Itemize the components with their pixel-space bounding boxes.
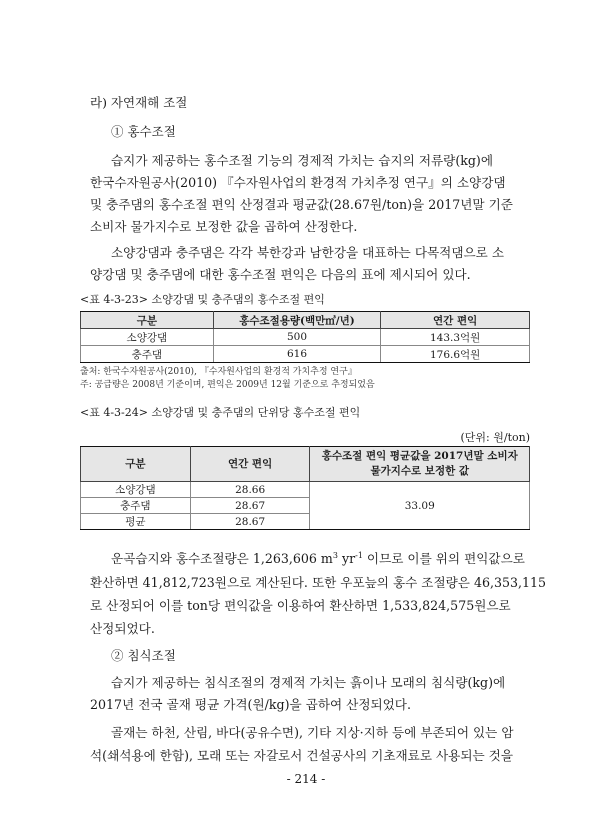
table2-header: 구분 bbox=[81, 447, 191, 482]
para1-line: 습지가 제공하는 홍수조절 기능의 경제적 가치는 습지의 저류량(kg)에 bbox=[111, 153, 494, 168]
superscript: 3 bbox=[332, 550, 338, 560]
flood-benefit-table bbox=[80, 311, 530, 363]
table2-header: 연간 편익 bbox=[190, 447, 310, 482]
para4-line: 습지가 제공하는 침식조절의 경제적 가치는 흙이나 모래의 침식량(kg)에 bbox=[111, 675, 506, 690]
subsection-heading-erosion: ② 침식조절 bbox=[111, 648, 176, 663]
para3-text: yr bbox=[337, 551, 356, 566]
superscript: -1 bbox=[355, 550, 363, 560]
section-heading: 라) 자연재해 조절 bbox=[90, 95, 188, 110]
table2-cell: 충주댐 bbox=[81, 498, 191, 514]
table1-cell: 500 bbox=[213, 329, 381, 346]
table1-note: 주: 공급량은 2008년 기준이며, 편익은 2009년 12월 기준으로 추정되었음 bbox=[80, 380, 375, 390]
para1-line: 및 충주댐의 홍수조절 편익 산정결과 평균값(28.67원/ton)을 2017년말 기준 bbox=[90, 197, 513, 212]
para2-line: 소양강댐과 충주댐은 각각 북한강과 남한강을 대표하는 다목적댐으로 소 bbox=[111, 245, 504, 260]
table1-header: 구분 bbox=[81, 312, 214, 329]
para2-line: 양강댐 및 충주댐에 대한 홍수조절 편익은 다음의 표에 제시되어 있다. bbox=[90, 267, 471, 282]
para3-line: 산정되었다. bbox=[90, 621, 155, 636]
para5-line: 골재는 하천, 산림, 바다(공유수면), 기타 지상·지하 등에 부존되어 있는 암 bbox=[111, 725, 514, 740]
page-number: - 214 - bbox=[286, 772, 326, 786]
table2-cell: 28.67 bbox=[190, 514, 310, 530]
para1-line: 한국수자원공사(2010) 『수자원사업의 환경적 가치추정 연구』의 소양강댐 bbox=[90, 175, 506, 190]
table2-header-line: 물가지수로 보정한 값 bbox=[370, 465, 470, 477]
table2-cell: 28.66 bbox=[190, 482, 310, 498]
table1-caption: <표 4-3-23> 소양강댐 및 충주댐의 홍수조절 편익 bbox=[80, 293, 325, 306]
unit-flood-benefit-table bbox=[80, 446, 530, 530]
para5-line: 석(쇄석용에 한함), 모래 또는 자갈로서 건설공사의 기초재료로 사용되는 것을 bbox=[90, 748, 513, 763]
table1-cell: 616 bbox=[213, 346, 381, 363]
para1-line: 소비자 물가지수로 보정한 값을 곱하여 산정한다. bbox=[90, 219, 358, 234]
table2-unit: (단위: 원/ton) bbox=[460, 431, 530, 444]
table1-header: 연간 편익 bbox=[381, 312, 530, 329]
table2-cell: 28.67 bbox=[190, 498, 310, 514]
table1-source: 출처: 한국수자원공사(2010), 『수자원사업의 환경적 가치추정 연구』 bbox=[80, 367, 357, 377]
table1-cell: 충주댐 bbox=[81, 346, 214, 363]
table2-cell: 소양강댐 bbox=[81, 482, 191, 498]
table2-merged-cell: 33.09 bbox=[310, 482, 530, 530]
table2-caption: <표 4-3-24> 소양강댐 및 충주댐의 단위당 홍수조절 편익 bbox=[80, 406, 361, 419]
para4-line: 2017년 전국 골재 평균 가격(원/kg)을 곱하여 산정되었다. bbox=[90, 697, 411, 712]
table1-cell: 176.6억원 bbox=[381, 346, 530, 363]
para3-line: 로 산정되어 이를 ton당 편익값을 이용하여 환산하면 1,533,824,575원으로 bbox=[90, 598, 511, 613]
para3-text: 운곡습지와 홍수조절량은 1,263,606 m bbox=[111, 551, 333, 566]
table1-cell: 143.3억원 bbox=[381, 329, 530, 346]
para3-text: 이므로 이를 위의 편익값으로 bbox=[362, 551, 525, 566]
para3-line bbox=[111, 548, 525, 567]
para3-line: 환산하면 41,812,723원으로 계산된다. 또한 우포늪의 홍수 조절량은 46,353,115 bbox=[90, 575, 547, 590]
table2-cell: 평균 bbox=[81, 514, 191, 530]
subsection-heading-flood: ① 홍수조절 bbox=[111, 124, 176, 139]
table2-header-line: 홍수조절 편익 평균값을 2017년말 소비자 bbox=[321, 450, 518, 462]
table2-header-merged bbox=[310, 447, 530, 482]
table1-header: 홍수조절용량(백만㎥/년) bbox=[213, 312, 381, 329]
table1-cell: 소양강댐 bbox=[81, 329, 214, 346]
